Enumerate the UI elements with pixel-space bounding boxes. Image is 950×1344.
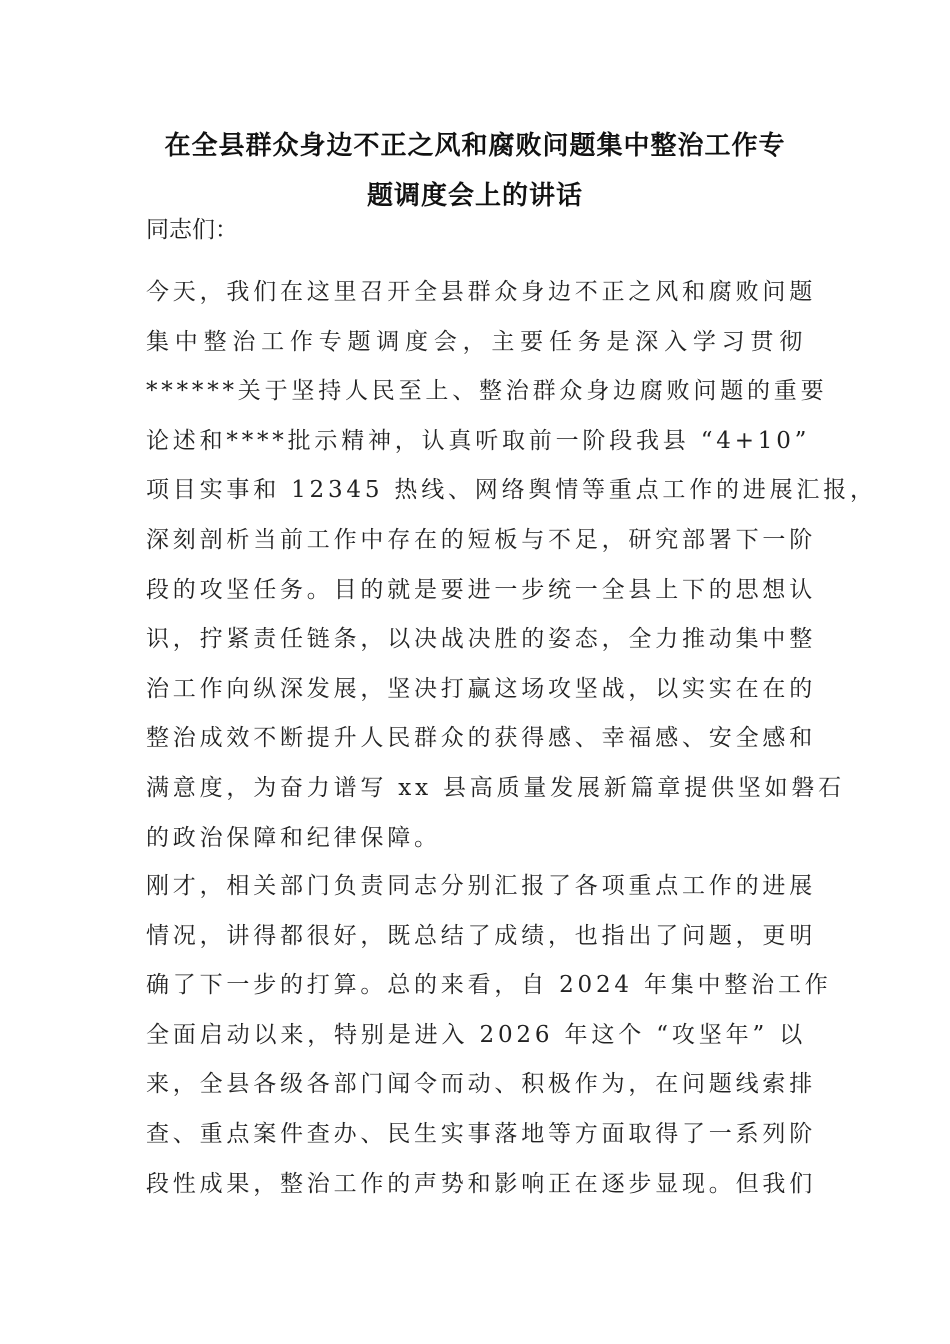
paragraph-1 <box>146 268 877 863</box>
paragraph-2 <box>146 862 832 1209</box>
title-line-2: 题调度会上的讲话 <box>366 181 583 211</box>
paragraph-line: 情况，讲得都很好，既总结了成绩，也指出了问题，更明 <box>146 922 816 949</box>
paragraph-line: 刚才，相关部门负责同志分别汇报了各项重点工作的进展 <box>146 873 816 899</box>
paragraph-line: 识，拧紧责任链条，以决战决胜的姿态，全力推动集中整 <box>146 626 816 653</box>
paragraph-line: 整治成效不断提升人民群众的获得感、幸福感、安全感和 <box>146 725 816 752</box>
paragraph-line: 治工作向纵深发展，坚决打赢这场攻坚战，以实实在在的 <box>146 675 816 702</box>
paragraph-line: 段性成果，整治工作的声势和影响正在逐步显现。但我们 <box>146 1170 816 1197</box>
paragraph-line: 项目实事和 12345 热线、网络舆情等重点工作的进展汇报， <box>146 477 877 504</box>
document-title <box>140 121 810 221</box>
paragraph-line: 的政治保障和纪律保障。 <box>146 824 441 851</box>
paragraph-line: 今天，我们在这里召开全县群众身边不正之风和腐败问题 <box>146 279 816 305</box>
title-line-1: 在全县群众身边不正之风和腐败问题集中整治工作专 <box>164 131 786 161</box>
paragraph-line: 段的攻坚任务。目的就是要进一步统一全县上下的思想认 <box>146 576 816 603</box>
paragraph-line: 来，全县各级各部门闻令而动、积极作为，在问题线索排 <box>146 1071 816 1098</box>
greeting: 同志们： <box>146 217 238 243</box>
paragraph-line: 全面启动以来，特别是进入 2026 年这个 “攻坚年” 以 <box>146 1021 806 1048</box>
paragraph-line: 查、重点案件查办、民生实事落地等方面取得了一系列阶 <box>146 1120 816 1147</box>
paragraph-line: 论述和****批示精神，认真听取前一阶段我县 “4+10” <box>146 427 811 454</box>
paragraph-line: 深刻剖析当前工作中存在的短板与不足，研究部署下一阶 <box>146 526 816 553</box>
paragraph-line: 确了下一步的打算。总的来看，自 2024 年集中整治工作 <box>146 972 832 999</box>
paragraph-line: 集中整治工作专题调度会，主要任务是深入学习贯彻 <box>146 328 806 355</box>
paragraph-line: 满意度，为奋力谱写 xx 县高质量发展新篇章提供坚如磐石 <box>146 774 845 801</box>
paragraph-line: ******关于坚持人民至上、整治群众身边腐败问题的重要 <box>146 378 828 405</box>
